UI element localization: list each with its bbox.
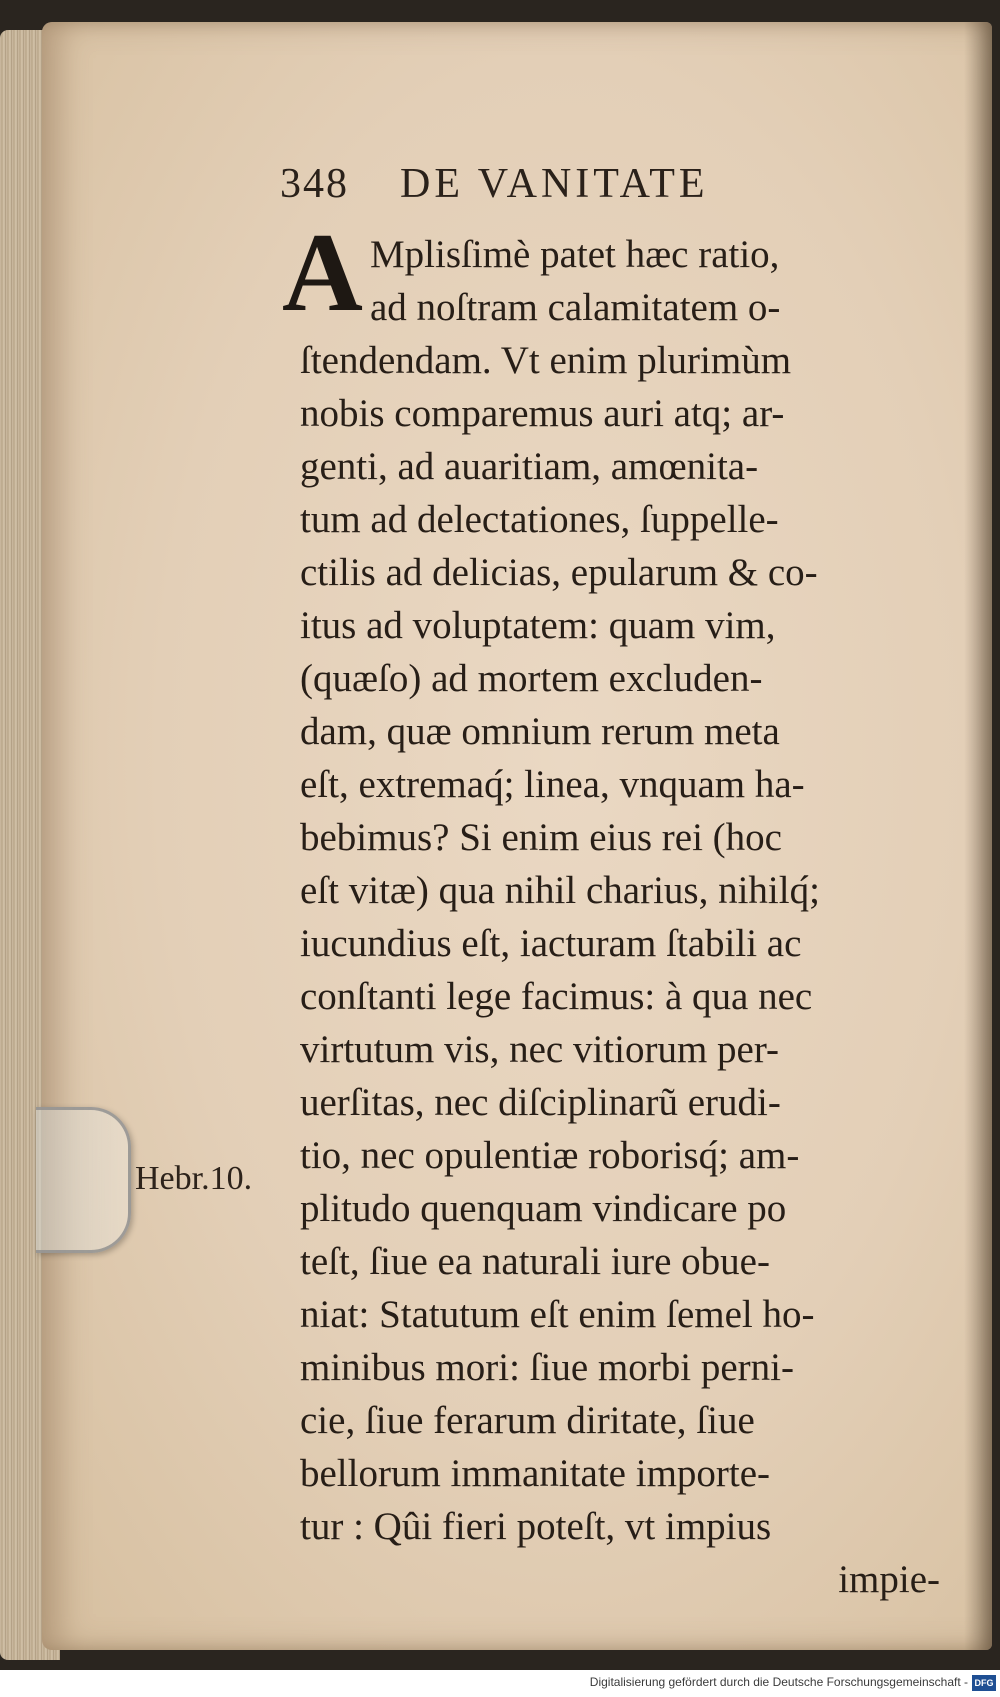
text-line: (quæſo) ad mortem excluden- [300, 657, 763, 700]
text-line: cie, ſiue ferarum diritate, ſiue [300, 1399, 755, 1442]
text-line: tur : Qûi fieri poteſt, vt impius [300, 1505, 772, 1548]
page-clip [36, 1107, 131, 1253]
text-line: minibus mori: ſiue morbi perni- [300, 1346, 794, 1389]
text-line: ctilis ad delicias, epularum & co- [300, 551, 818, 594]
text-line: Mplisſimè patet hæc ratio, [370, 233, 780, 276]
text-line: uerſitas, nec diſciplinarũ erudi- [300, 1081, 781, 1124]
text-line: virtutum vis, nec vitiorum per- [300, 1028, 780, 1071]
book-spine-shadow [964, 22, 992, 1650]
text-line: eſt, extremaq́; linea, vnquam ha- [300, 763, 805, 806]
dfg-logo: DFG [972, 1675, 996, 1691]
text-line: ſtendendam. Vt enim plurimùm [300, 339, 792, 382]
running-header [280, 160, 860, 220]
text-line: dam, quæ omnium rerum meta [300, 710, 780, 753]
text-line: ad noſtram calamitatem o- [370, 286, 781, 329]
funding-credit: Digitalisierung gefördert durch die Deutsche Forschungsgemeinschaft - [589, 1675, 968, 1689]
text-line: itus ad voluptatem: quam vim, [300, 604, 776, 647]
drop-cap: A [282, 211, 363, 335]
text-line: genti, ad auaritiam, amœnita- [300, 445, 759, 488]
text-line: teſt, ſiue ea naturali iure obue- [300, 1240, 770, 1283]
footer-bar [0, 1670, 1000, 1697]
text-line: bebimus? Si enim eius rei (hoc [300, 816, 782, 859]
text-line: nobis comparemus auri atq; ar- [300, 392, 785, 435]
margin-note: Hebr.10. [135, 1160, 253, 1197]
page-number: 348 [280, 161, 349, 207]
text-line: eſt vitæ) qua nihil charius, nihilq́; [300, 869, 820, 912]
body-text [300, 228, 940, 1606]
running-title: DE VANITATE [400, 161, 709, 207]
text-line: tio, nec opulentiæ roborisq́; am- [300, 1134, 800, 1177]
text-line: plitudo quenquam vindicare po [300, 1187, 787, 1230]
catchword: impie- [838, 1558, 940, 1601]
text-line: bellorum immanitate importe- [300, 1452, 771, 1495]
text-line: conſtanti lege facimus: à qua nec [300, 975, 813, 1018]
text-line: niat: Statutum eſt enim ſemel ho- [300, 1293, 815, 1336]
text-line: iucundius eſt, iacturam ſtabili ac [300, 922, 802, 965]
text-line: tum ad delectationes, ſuppelle- [300, 498, 779, 541]
